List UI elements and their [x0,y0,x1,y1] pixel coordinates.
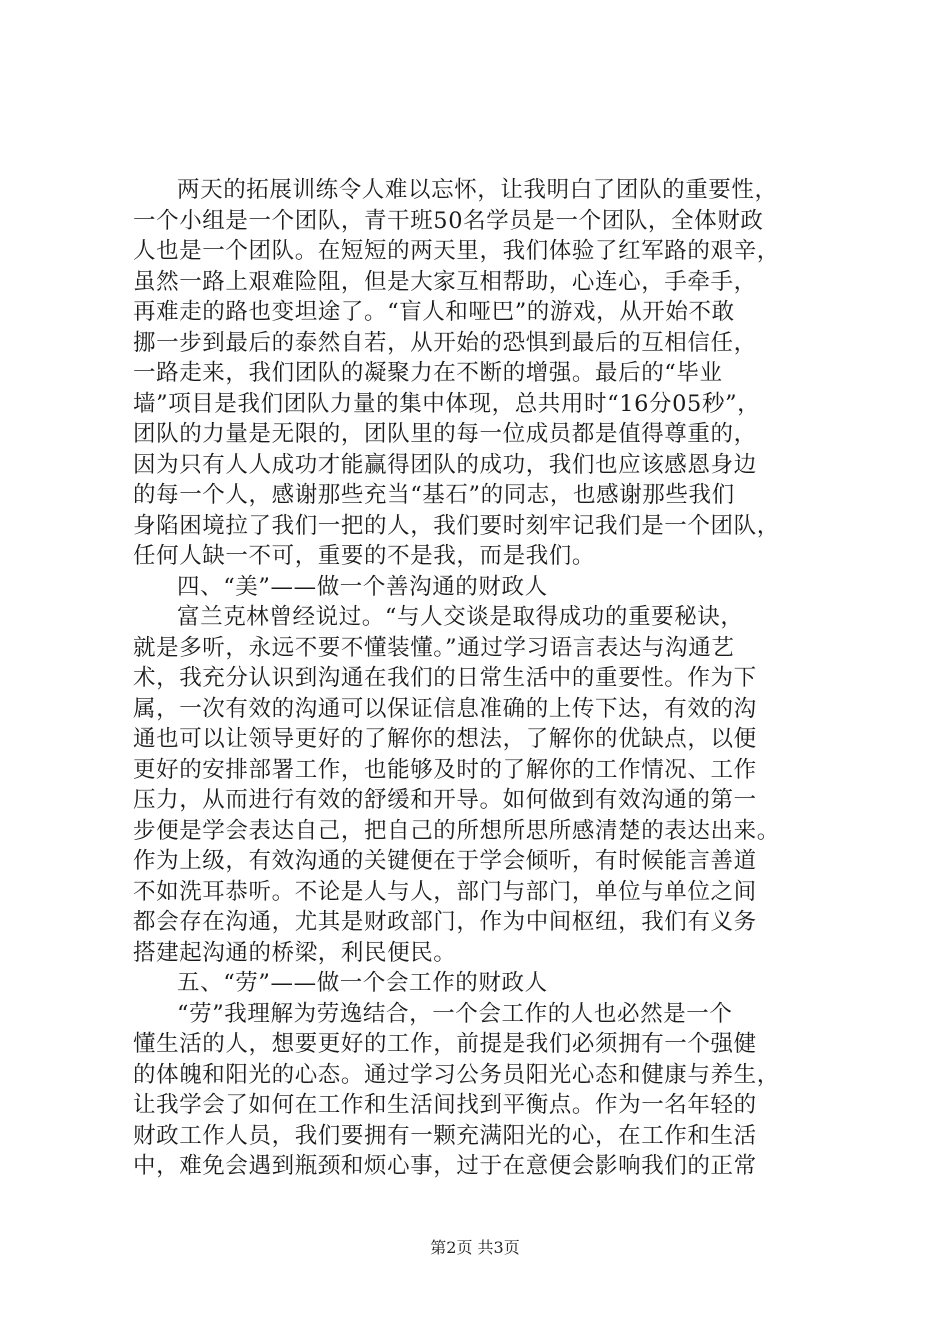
text-line: 五、“劳”——做一个会工作的财政人 [177,970,548,996]
document-body [133,175,833,1182]
text-line: 人也是一个团队。在短短的两天里，我们体验了红军路的艰辛， [133,238,780,264]
text-line: 中，难免会遇到瓶颈和烦心事，过于在意便会影响我们的正常 [133,1153,757,1179]
text-line: 压力，从而进行有效的舒缓和开导。如何做到有效沟通的第一 [133,787,757,813]
text-line: 不如洗耳恭听。不论是人与人，部门与部门，单位与单位之间 [133,878,757,905]
text-line: 更好的安排部署工作，也能够及时的了解你的工作情况、工作 [133,756,757,783]
page-number-footer: 第2页 共3页 [430,1238,520,1257]
text-line: 四、“美”——做一个善沟通的财政人 [177,573,548,600]
text-line: 财政工作人员，我们要拥有一颗充满阳光的心，在工作和生活 [133,1122,757,1149]
text-line: 富兰克林曾经说过。“与人交谈是取得成功的重要秘诀， [177,604,744,630]
text-line: 让我学会了如何在工作和生活间找到平衡点。作为一名年轻的 [133,1092,757,1118]
text-line: 都会存在沟通，尤其是财政部门，作为中间枢纽，我们有义务 [133,909,757,935]
text-line: 墙”项目是我们团队力量的集中体现，总共用时“16分05秒”， [133,390,761,417]
text-line: 一个小组是一个团队，青干班50名学员是一个团队，全体财政 [133,207,764,234]
text-line: 团队的力量是无限的，团队里的每一位成员都是值得尊重的， [133,421,757,447]
text-line: 步便是学会表达自己，把自己的所想所思所感清楚的表达出来。 [133,817,780,844]
text-line: 挪一步到最后的泰然自若，从开始的恐惧到最后的互相信任， [133,329,757,356]
text-line: 任何人缺一不可，重要的不是我，而是我们。 [133,543,596,569]
text-line: 通也可以让领导更好的了解你的想法，了解你的优缺点，以便 [133,726,757,752]
text-line: 一路走来，我们团队的凝聚力在不断的增强。最后的“毕业 [133,360,723,386]
text-line: 的体魄和阳光的心态。通过学习公务员阳光心态和健康与养生， [133,1061,780,1088]
text-line: 属，一次有效的沟通可以保证信息准确的上传下达，有效的沟 [133,695,757,722]
text-line: 搭建起沟通的桥梁，利民便民。 [133,939,457,966]
text-line: 就是多听，永远不要不懂装懂。”通过学习语言表达与沟通艺 [133,634,735,661]
text-line: 作为上级，有效沟通的关键便在于学会倾听，有时候能言善道 [133,848,757,874]
text-line: 身陷困境拉了我们一把的人，我们要时刻牢记我们是一个团队， [133,512,780,539]
text-line: 再难走的路也变坦途了。“盲人和哑巴”的游戏，从开始不敢 [133,299,735,325]
text-line: “劳”我理解为劳逸结合，一个会工作的人也必然是一个 [177,1000,733,1027]
text-line: 因为只有人人成功才能赢得团队的成功，我们也应该感恩身边 [133,451,757,478]
text-line: 术，我充分认识到沟通在我们的日常生活中的重要性。作为下 [133,665,757,691]
text-line: 的每一个人，感谢那些充当“基石”的同志，也感谢那些我们 [133,482,735,508]
text-line: 两天的拓展训练令人难以忘怀，让我明白了团队的重要性， [177,177,778,203]
text-line: 懂生活的人，想要更好的工作，前提是我们必须拥有一个强健 [133,1031,757,1057]
text-line: 虽然一路上艰难险阻，但是大家互相帮助，心连心，手牵手， [133,268,757,295]
